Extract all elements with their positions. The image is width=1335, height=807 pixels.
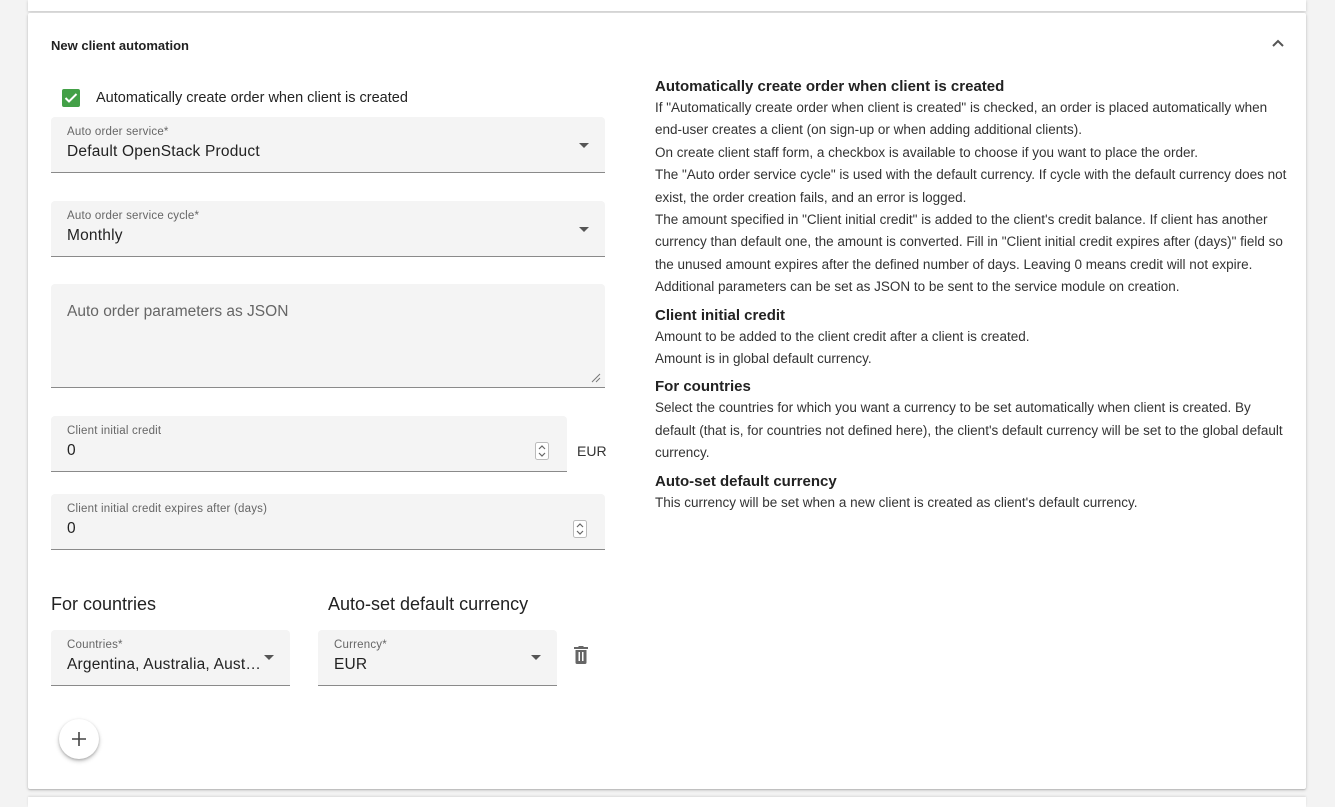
help-line: Select the countries for which you want a currency to be set automatically when client is created. By default (that is, for countries not defined here), the client's default currency will be set to the global default currency. xyxy=(655,400,1283,461)
help-line: This currency will be set when a new client is created as client's default currency. xyxy=(655,494,1138,510)
new-client-automation-card xyxy=(28,13,1306,789)
chevron-up-icon xyxy=(1271,39,1285,48)
help-title: Automatically create order when client is created xyxy=(655,78,1005,95)
caret-down-icon xyxy=(531,655,541,660)
add-row-button[interactable] xyxy=(59,719,99,759)
field-label: Countries* xyxy=(67,639,123,651)
caret-down-icon xyxy=(264,655,274,660)
checkbox-checked[interactable] xyxy=(62,89,80,107)
help-title: Auto-set default currency xyxy=(655,472,837,490)
help-title: Client initial credit xyxy=(655,306,786,324)
help-line: Amount to be added to the client credit after a client is created. xyxy=(655,328,1030,344)
help-line: The amount specified in "Client initial credit" is added to the client's credit balance. If client has another currency than default one, the amount is converted. Fill in "Client initial credit expires after (days)" field so the unused amount expires after the defined number of days. Leaving 0 means credit will not expire. xyxy=(655,212,1283,272)
field-label: Client initial credit xyxy=(67,425,162,437)
auto-order-params-textarea[interactable] xyxy=(51,284,605,388)
field-value: Argentina, Australia, Austria xyxy=(67,656,263,673)
auto-create-order-checkbox[interactable] xyxy=(62,87,408,109)
help-line: Additional parameters can be set as JSON to be sent to the service module on creation. xyxy=(655,279,1180,295)
card-title: New client automation xyxy=(51,38,189,53)
help-line: On create client staff form, a checkbox is available to choose if you want to place the order. xyxy=(655,144,1199,160)
field-label: Auto order service* xyxy=(67,126,169,138)
caret-down-icon xyxy=(579,227,589,232)
delete-row-button[interactable] xyxy=(572,644,590,666)
resize-grip-icon[interactable] xyxy=(591,373,601,383)
check-icon xyxy=(64,92,78,104)
number-spinner-icon[interactable] xyxy=(573,520,587,538)
field-label: Currency* xyxy=(334,639,387,651)
help-line: If "Automatically create order when client is created" is checked, an order is placed automatically when end-user creates a client (on sign-up or when adding additional clients). xyxy=(655,100,1268,138)
auto-order-service-select[interactable] xyxy=(51,117,605,173)
auto-currency-heading: Auto-set default currency xyxy=(328,594,529,614)
help-section xyxy=(655,472,1291,514)
for-countries-heading: For countries xyxy=(51,594,157,614)
field-label: Client initial credit expires after (days) xyxy=(67,503,268,515)
help-section xyxy=(655,377,1291,464)
client-initial-credit-input[interactable] xyxy=(51,416,567,472)
help-section xyxy=(655,77,1291,299)
help-line: The "Auto order service cycle" is used with the default currency. If cycle with the default currency does not exist, the order creation fails, and an error is logged. xyxy=(655,167,1287,205)
help-line: Amount is in global default currency. xyxy=(655,351,872,367)
countries-select[interactable] xyxy=(51,630,290,686)
auto-order-service-cycle-select[interactable] xyxy=(51,201,605,257)
help-title: For countries xyxy=(655,378,751,396)
textarea-placeholder: Auto order parameters as JSON xyxy=(67,303,289,320)
credit-currency-suffix: EUR xyxy=(577,443,607,459)
field-label: Auto order service cycle* xyxy=(67,210,200,222)
collapse-button[interactable] xyxy=(1268,33,1288,53)
field-value: 0 xyxy=(67,520,76,537)
field-value: EUR xyxy=(334,656,368,673)
field-value: Monthly xyxy=(67,227,123,244)
help-section xyxy=(655,306,1291,371)
plus-icon xyxy=(71,731,87,747)
previous-card-edge xyxy=(28,0,1306,11)
caret-down-icon xyxy=(579,143,589,148)
number-spinner-icon[interactable] xyxy=(535,442,549,460)
credit-expires-days-input[interactable] xyxy=(51,494,605,550)
next-card-edge xyxy=(28,797,1306,807)
checkbox-label: Automatically create order when client is created xyxy=(96,90,408,106)
help-panel xyxy=(655,77,1291,521)
field-value: 0 xyxy=(67,442,76,459)
trash-icon xyxy=(573,646,589,664)
field-value: Default OpenStack Product xyxy=(67,143,260,160)
currency-select[interactable] xyxy=(318,630,557,686)
